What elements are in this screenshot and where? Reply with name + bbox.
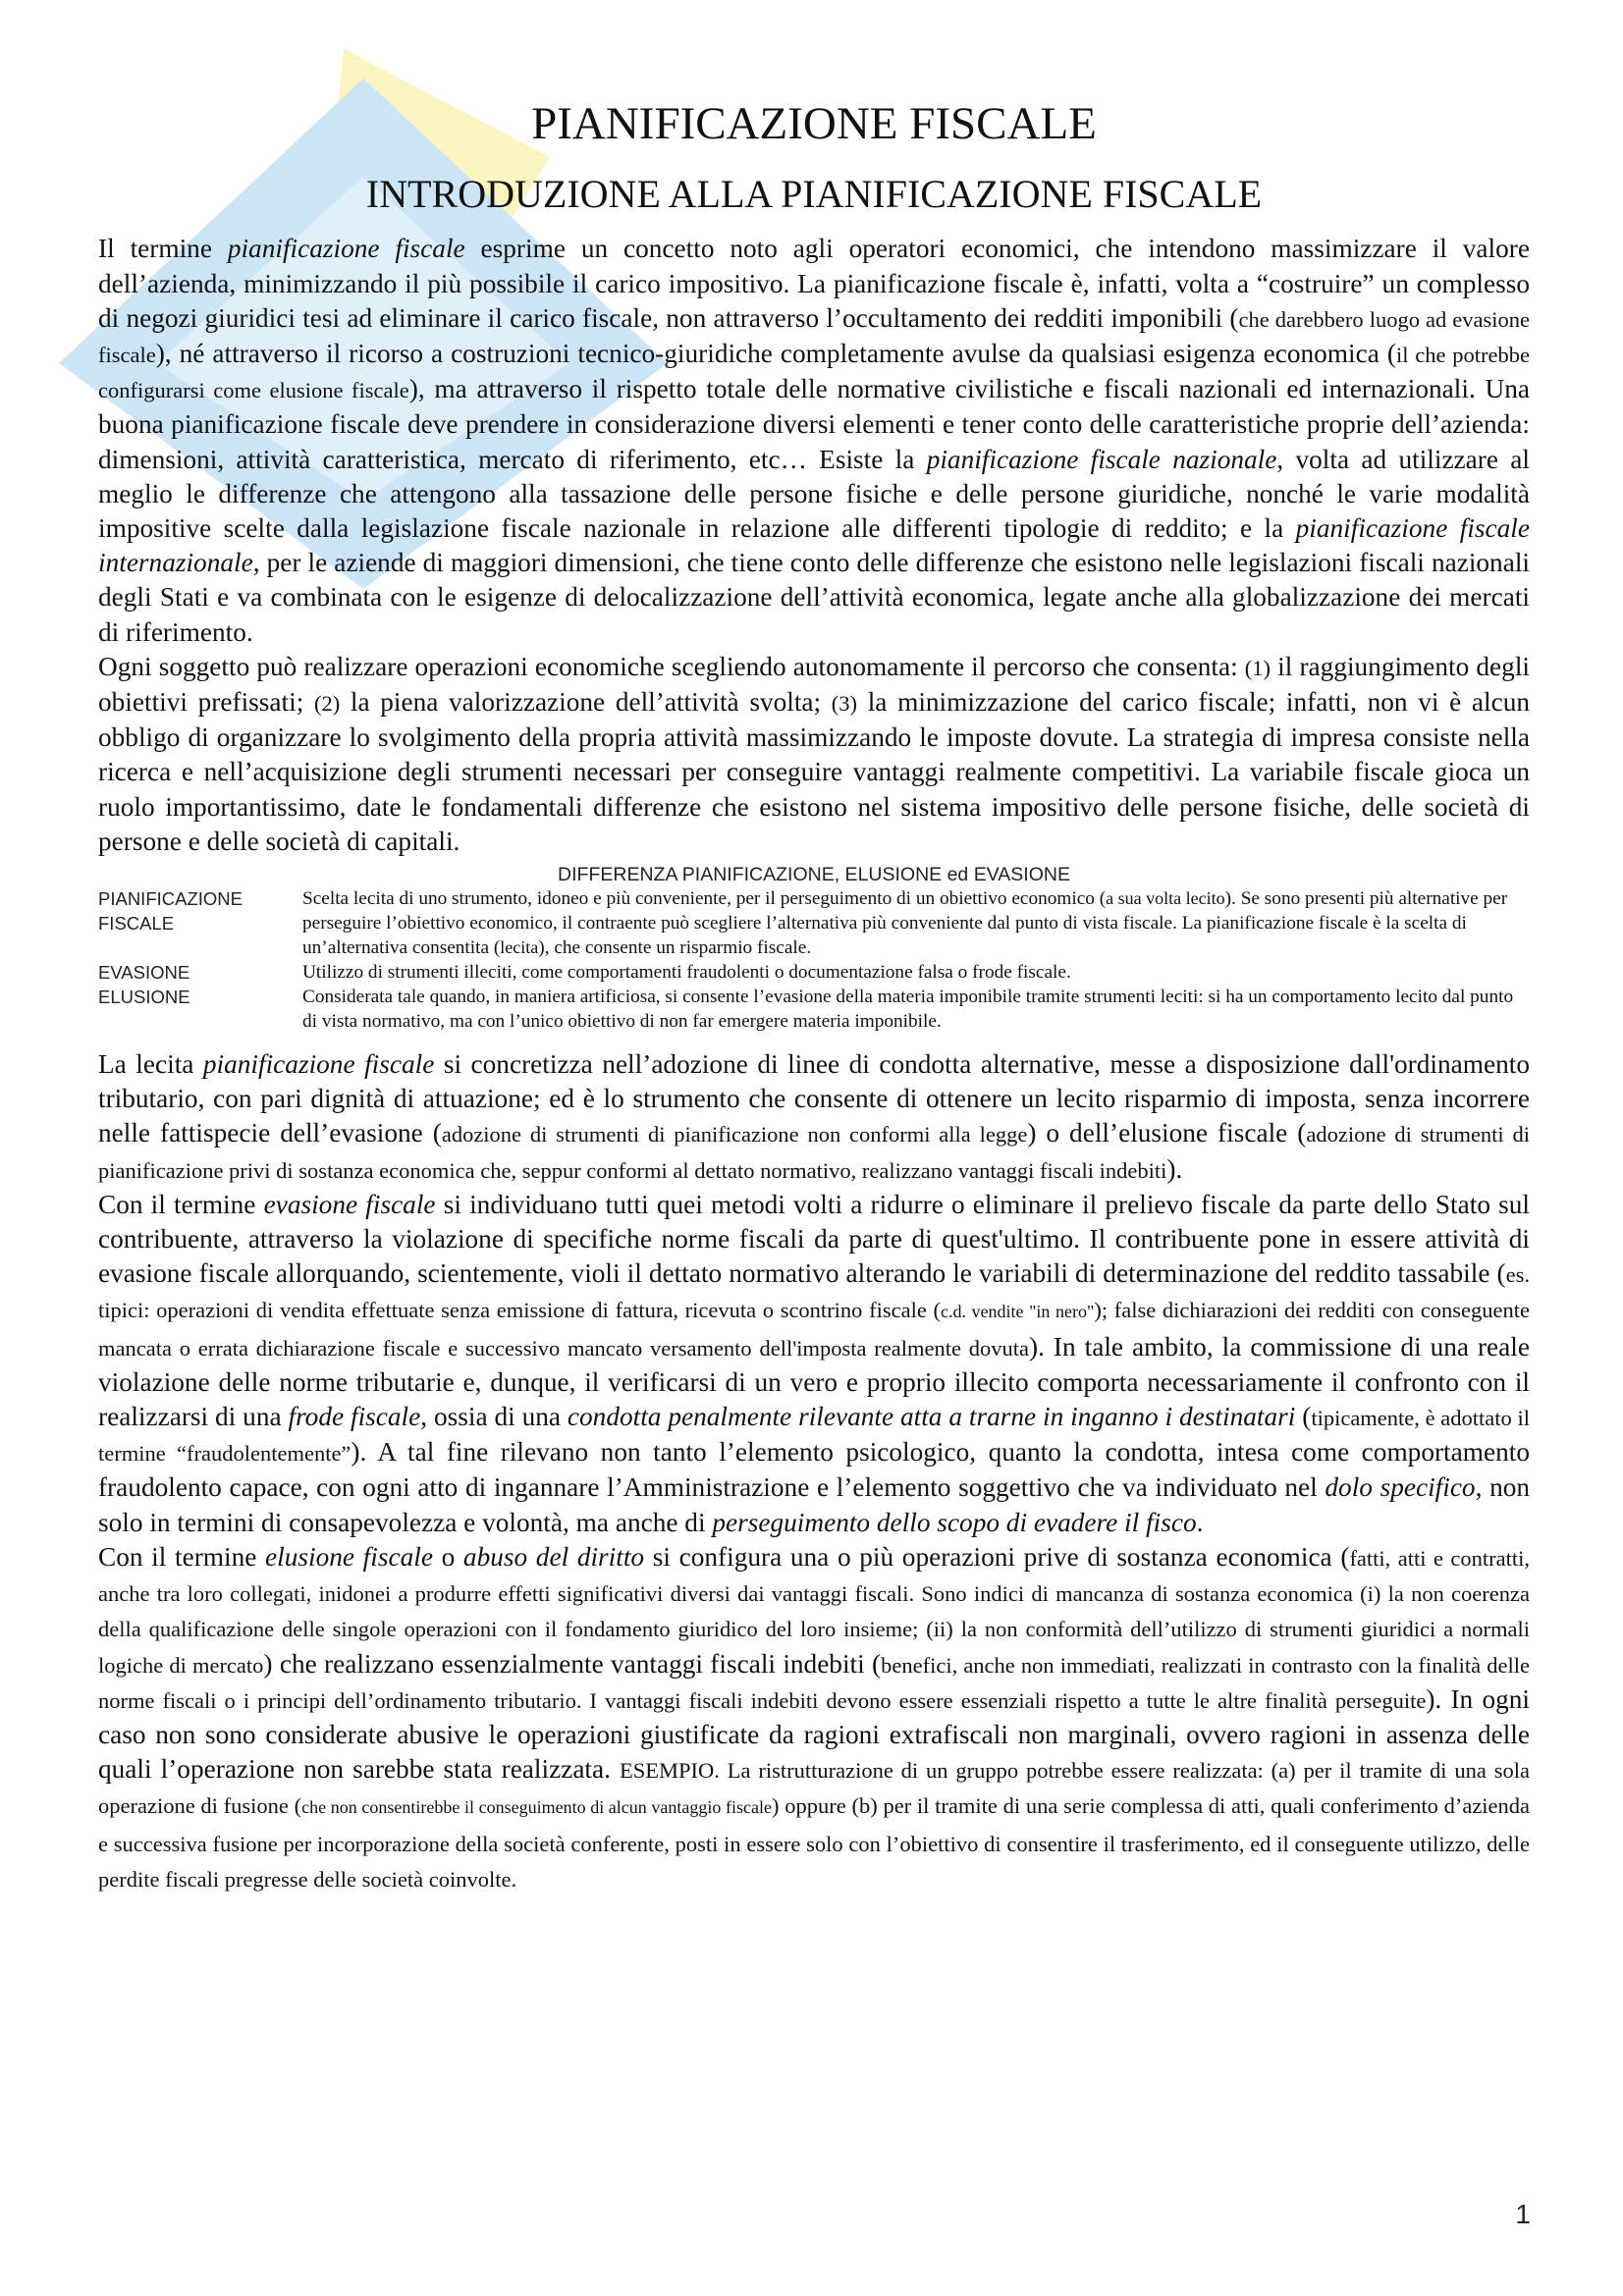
definition-description: Utilizzo di strumenti illeciti, come comportamenti fraudolenti o documentazione falsa o frode fiscale. <box>302 962 1071 984</box>
definition-term: EVASIONE <box>98 962 190 984</box>
section-heading: INTRODUZIONE ALLA PIANIFICAZIONE FISCALE <box>365 172 1263 217</box>
definition-description: Scelta lecita di uno strumento, idoneo e più conveniente, per il perseguimento di un obiettivo economico (a sua volta lecito). Se sono presenti più alternative per perseguire l’obiettivo economico, il contraente può scegliere l’alternativa più conveniente dal punto di vista fiscale. La pianificazione fiscale è la scelta di un’alternativa consentita (lecita), che consente un risparmio fiscale. <box>302 888 1508 959</box>
definitions-title: DIFFERENZA PIANIFICAZIONE, ELUSIONE ed EVASIONE <box>558 864 1070 886</box>
paragraph-tax-avoidance: Con il termine elusione fiscale o abuso del diritto si configura una o più operazioni prive di sostanza economica (fatti, atti e contratti, anche tra loro collegati, inidonei a produrre effetti significativi diversi dai vantaggi fiscali. Sono indici di mancanza di sostanza economica (i) la non coerenza della qualificazione delle singole operazioni con il fondamento giuridico del loro insieme; (ii) la non conformità dell’utilizzo di strumenti giuridici a normali logiche di mercato) che realizzano essenzialmente vantaggi fiscali indebiti (benefici, anche non immediati, realizzati in contrasto con la finalità delle norme fiscali o i principi dell’ordinamento tributario. I vantaggi fiscali indebiti devono essere essenziali rispetto a tutte le altre finalità perseguite). In ogni caso non sono considerate abusive le operazioni giustificate da ragioni extrafiscali non marginali, ovvero ragioni in assenza delle quali l’operazione non sarebbe stata realizzata. ESEMPIO. La ristrutturazione di un gruppo potrebbe essere realizzata: (a) per il tramite di una sola operazione di fusione (che non consentirebbe il conseguimento di alcun vantaggio fiscale) oppure (b) per il tramite di una serie complessa di atti, quali conferimento d’azienda e successiva fusione per incorporazione della società conferente, posti in essere solo con l’obiettivo di consentire il trasferimento, ed il conseguente utilizzo, delle perdite fiscali pregresse delle società coinvolte. <box>98 1541 1531 1892</box>
definition-term: ELUSIONE <box>98 987 190 1008</box>
document-title: PIANIFICAZIONE FISCALE <box>531 98 1097 149</box>
definition-row-pianificazione <box>98 886 1530 960</box>
paragraph-tax-evasion: Con il termine evasione fiscale si individuano tutti quei metodi volti a ridurre o eliminare il prelievo fiscale da parte dello Stato sul contribuente, attraverso la violazione di specifiche norme fiscali da parte di quest'ultimo. Il contribuente pone in essere attività di evasione fiscale allorquando, scientemente, violi il dettato normativo alterando le variabili di determinazione del reddito tassabile (es. tipici: operazioni di vendita effettuate senza emissione di fattura, ricevuta o scontrino fiscale (c.d. vendite "in nero"); false dichiarazioni dei redditi con conseguente mancata o errata dichiarazione fiscale e successivo mancato versamento dell'imposta realmente dovuta). In tale ambito, la commissione di una reale violazione delle norme tributarie e, dunque, il verificarsi di un vero e proprio illecito comporta necessariamente il confronto con il realizzarsi di una frode fiscale, ossia di una condotta penalmente rilevante atta a trarne in inganno i destinatari (tipicamente, è adottato il termine “fraudolentemente”). A tal fine rilevano non tanto l’elemento psicologico, quanto la condotta, intesa come comportamento fraudolento capace, con ogni atto di ingannare l’Amministrazione e l’elemento soggettivo che va individuato nel dolo specifico, non solo in termini di consapevolezza e volontà, ma anche di perseguimento dello scopo di evadere il fisco. <box>98 1189 1531 1537</box>
document-page <box>98 96 1530 1896</box>
paragraph-objectives: Ogni soggetto può realizzare operazioni economiche scegliendo autonomamente il percorso che consenta: (1) il raggiungimento degli obiettivi prefissati; (2) la piena valorizzazione dell’attività svolta; (3) la minimizzazione del carico fiscale; infatti, non vi è alcun obbligo di organizzare lo svolgimento della propria attività massimizzando le imposte dovute. La strategia di impresa consiste nella ricerca e nell’acquisizione degli strumenti necessari per conseguire vantaggi realmente competitivi. La variabile fiscale gioca un ruolo importantissimo, date le fondamentali differenze che esistono nel sistema impositivo delle persone fisiche, delle società di persone e delle società di capitali. <box>98 651 1531 856</box>
definitions-table <box>98 863 1530 1034</box>
definition-term: PIANIFICAZIONE FISCALE <box>98 888 243 934</box>
page-number: 1 <box>1515 2199 1531 2229</box>
paragraph-introduction: Il termine pianificazione fiscale esprime un concetto noto agli operatori economici, che intendono massimizzare il valore dell’azienda, minimizzando il più possibile il carico impositivo. La pianificazione fiscale è, infatti, volta a “costruire” un complesso di negozi giuridici tesi ad eliminare il carico fiscale, non attraverso l’occultamento dei redditi imponibili (che darebbero luogo ad evasione fiscale), né attraverso il ricorso a costruzioni tecnico-giuridiche completamente avulse da qualsiasi esigenza economica (il che potrebbe configurarsi come elusione fiscale), ma attraverso il rispetto totale delle normative civilistiche e fiscali nazionali ed internazionali. Una buona pianificazione fiscale deve prendere in considerazione diversi elementi e tener conto delle caratteristiche proprie dell’azienda: dimensioni, attività caratteristica, mercato di riferimento, etc… Esiste la pianificazione fiscale nazionale, volta ad utilizzare al meglio le differenze che attengono alla tassazione delle persone fisiche e delle persone giuridiche, nonché le varie modalità impositive scelte dalla legislazione fiscale nazionale in relazione alle differenti tipologie di reddito; e la pianificazione fiscale internazionale, per le aziende di maggiori dimensioni, che tiene conto delle differenze che esistono nelle legislazioni fiscali nazionali degli Stati e va combinata con le esigenze di delocalizzazione dell’attività economica, legate anche alla globalizzazione dei mercati di riferimento. <box>98 234 1531 647</box>
definition-description: Considerata tale quando, in maniera artificiosa, si consente l’evasione della materia imponibile tramite strumenti leciti: si ha un comportamento lecito dal punto di vista normativo, ma con l’unico obiettivo di non far emergere materia imponibile. <box>302 987 1514 1033</box>
definition-row-elusione <box>98 985 1530 1034</box>
paragraph-lawful-planning: La lecita pianificazione fiscale si concretizza nell’adozione di linee di condotta alternative, messe a disposizione dall'ordinamento tributario, con pari dignità di attuazione; ed è lo strumento che consente di ottenere un lecito risparmio di imposta, senza incorrere nelle fattispecie dell’evasione (adozione di strumenti di pianificazione non conformi alla legge) o dell’elusione fiscale (adozione di strumenti di pianificazione privi di sostanza economica che, seppur conformi al dettato normativo, realizzano vantaggi fiscali indebiti). <box>98 1049 1530 1184</box>
definition-row-evasione <box>98 960 1530 985</box>
